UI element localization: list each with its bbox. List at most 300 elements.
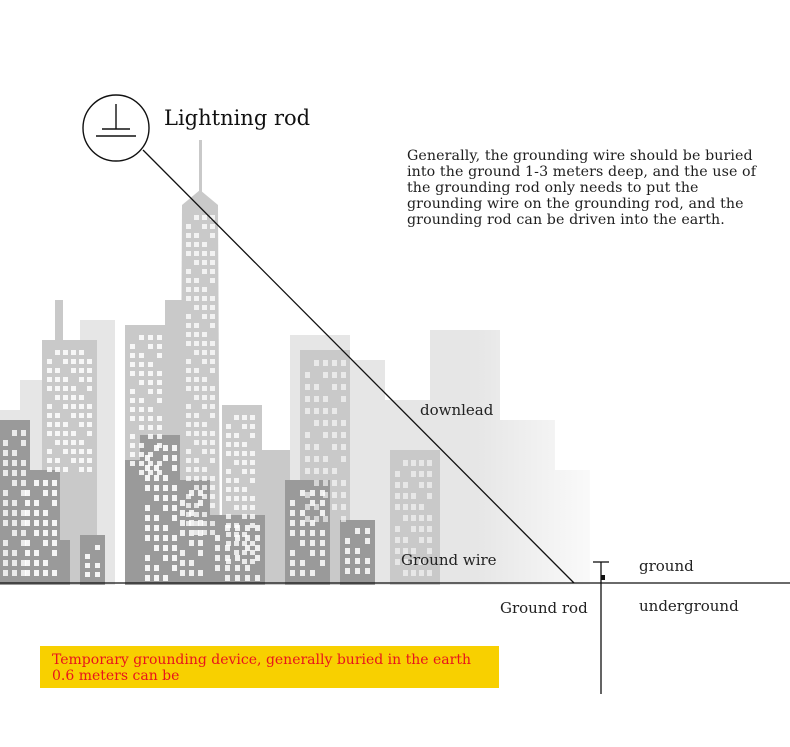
window: [71, 350, 76, 355]
window: [34, 530, 39, 536]
window: [21, 440, 26, 446]
window: [157, 416, 162, 421]
window: [52, 500, 57, 506]
window: [154, 485, 159, 491]
window: [163, 445, 168, 451]
window: [34, 570, 39, 576]
window: [189, 490, 194, 496]
window: [186, 314, 191, 319]
window: [43, 540, 48, 546]
window: [87, 467, 92, 472]
window: [95, 545, 100, 550]
window: [250, 415, 255, 420]
window: [130, 461, 135, 466]
window: [186, 341, 191, 346]
window: [55, 413, 60, 418]
window: [210, 260, 215, 265]
window: [21, 470, 26, 476]
window: [34, 550, 39, 556]
window: [210, 368, 215, 373]
window: [154, 495, 159, 501]
ground-wire-label: Ground wire: [401, 551, 497, 569]
window: [242, 442, 247, 447]
window: [148, 434, 153, 439]
window: [130, 416, 135, 421]
window: [189, 540, 194, 546]
window: [157, 398, 162, 403]
window: [202, 386, 207, 391]
window: [202, 359, 207, 364]
window: [210, 485, 215, 490]
window: [130, 362, 135, 367]
window: [198, 500, 203, 506]
window: [163, 575, 168, 581]
window: [210, 296, 215, 301]
window: [63, 377, 68, 382]
window: [242, 514, 247, 519]
window: [210, 233, 215, 238]
window: [234, 496, 239, 501]
window: [157, 344, 162, 349]
window: [148, 335, 153, 340]
window: [12, 500, 17, 506]
window: [194, 512, 199, 517]
window: [25, 500, 30, 506]
window: [139, 443, 144, 448]
window: [3, 460, 8, 466]
window: [245, 545, 250, 551]
window: [154, 515, 159, 521]
window: [180, 510, 185, 516]
window: [79, 467, 84, 472]
window: [145, 535, 150, 541]
window: [55, 350, 60, 355]
window: [194, 323, 199, 328]
window: [55, 458, 60, 463]
window: [87, 449, 92, 454]
window: [55, 395, 60, 400]
ground-label: ground: [639, 557, 694, 575]
window: [154, 535, 159, 541]
window: [55, 440, 60, 445]
window: [242, 496, 247, 501]
window: [25, 540, 30, 546]
window: [215, 545, 220, 551]
window: [47, 386, 52, 391]
building: [80, 535, 105, 585]
window: [186, 386, 191, 391]
window: [198, 570, 203, 576]
window: [163, 455, 168, 461]
window: [3, 450, 8, 456]
window: [186, 404, 191, 409]
window: [202, 269, 207, 274]
window: [79, 377, 84, 382]
window: [255, 575, 260, 581]
window: [21, 480, 26, 486]
window: [139, 461, 144, 466]
window: [172, 445, 177, 451]
window: [186, 296, 191, 301]
window: [194, 395, 199, 400]
window: [43, 510, 48, 516]
window: [71, 386, 76, 391]
window: [186, 233, 191, 238]
window: [186, 458, 191, 463]
window: [47, 431, 52, 436]
window: [25, 510, 30, 516]
window: [148, 389, 153, 394]
window: [157, 371, 162, 376]
window: [157, 434, 162, 439]
window: [202, 377, 207, 382]
window: [43, 530, 48, 536]
window: [186, 359, 191, 364]
window: [71, 404, 76, 409]
window: [63, 359, 68, 364]
window: [157, 335, 162, 340]
window: [145, 475, 150, 481]
window: [52, 520, 57, 526]
window: [3, 520, 8, 526]
window: [145, 455, 150, 461]
window: [130, 344, 135, 349]
window: [21, 460, 26, 466]
window: [87, 368, 92, 373]
window: [145, 525, 150, 531]
window: [210, 278, 215, 283]
window: [85, 554, 90, 559]
window: [3, 540, 8, 546]
window: [154, 525, 159, 531]
window: [250, 559, 255, 564]
window: [234, 550, 239, 555]
window: [12, 460, 17, 466]
window: [145, 565, 150, 571]
window: [242, 469, 247, 474]
window: [235, 565, 240, 571]
window: [25, 520, 30, 526]
window: [130, 407, 135, 412]
window: [235, 535, 240, 541]
window: [95, 563, 100, 568]
window: [234, 478, 239, 483]
window: [202, 476, 207, 481]
window: [154, 545, 159, 551]
window: [186, 224, 191, 229]
window: [3, 500, 8, 506]
window: [234, 487, 239, 492]
window: [226, 451, 231, 456]
window: [148, 407, 153, 412]
window: [250, 433, 255, 438]
window: [226, 469, 231, 474]
window: [194, 215, 199, 220]
window: [163, 475, 168, 481]
window: [139, 371, 144, 376]
window: [194, 458, 199, 463]
window: [189, 520, 194, 526]
window: [234, 451, 239, 456]
window: [225, 575, 230, 581]
window: [163, 495, 168, 501]
window: [79, 395, 84, 400]
window: [194, 296, 199, 301]
window: [157, 389, 162, 394]
window: [186, 242, 191, 247]
window: [235, 575, 240, 581]
window: [63, 431, 68, 436]
window: [12, 430, 17, 436]
window: [198, 550, 203, 556]
window: [250, 478, 255, 483]
window: [210, 476, 215, 481]
window: [250, 469, 255, 474]
window: [85, 572, 90, 577]
window: [47, 422, 52, 427]
window: [198, 530, 203, 536]
window: [202, 341, 207, 346]
window: [255, 535, 260, 541]
window: [154, 465, 159, 471]
window: [245, 575, 250, 581]
window: [55, 377, 60, 382]
window: [148, 371, 153, 376]
window: [202, 422, 207, 427]
window: [25, 490, 30, 496]
window: [250, 505, 255, 510]
window: [290, 550, 295, 556]
window: [215, 565, 220, 571]
window: [163, 485, 168, 491]
window: [202, 512, 207, 517]
window: [12, 530, 17, 536]
window: [52, 540, 57, 546]
window: [79, 368, 84, 373]
window: [43, 520, 48, 526]
window: [47, 467, 52, 472]
window: [202, 314, 207, 319]
window: [145, 575, 150, 581]
window: [130, 434, 135, 439]
window: [225, 545, 230, 551]
window: [202, 332, 207, 337]
window: [63, 404, 68, 409]
window: [210, 305, 215, 310]
window: [194, 413, 199, 418]
window: [255, 525, 260, 531]
window: [157, 380, 162, 385]
window: [202, 440, 207, 445]
window: [12, 560, 17, 566]
window: [154, 445, 159, 451]
window: [180, 550, 185, 556]
window: [145, 465, 150, 471]
window: [202, 224, 207, 229]
window: [194, 440, 199, 445]
window: [3, 470, 8, 476]
window: [250, 451, 255, 456]
window: [226, 532, 231, 537]
window: [172, 565, 177, 571]
window: [189, 560, 194, 566]
window: [12, 520, 17, 526]
window: [202, 287, 207, 292]
window: [226, 442, 231, 447]
building: [55, 300, 63, 340]
window: [34, 560, 39, 566]
window: [52, 490, 57, 496]
window: [194, 386, 199, 391]
window: [210, 431, 215, 436]
window: [139, 380, 144, 385]
window: [194, 485, 199, 490]
window: [242, 460, 247, 465]
underground-label: underground: [639, 597, 739, 615]
window: [255, 545, 260, 551]
window: [154, 575, 159, 581]
window: [210, 521, 215, 526]
window: [194, 422, 199, 427]
window: [234, 442, 239, 447]
window: [52, 570, 57, 576]
window: [242, 487, 247, 492]
window: [189, 530, 194, 536]
window: [245, 525, 250, 531]
window: [194, 350, 199, 355]
window: [210, 314, 215, 319]
window: [172, 535, 177, 541]
window: [25, 550, 30, 556]
window: [148, 416, 153, 421]
window: [242, 424, 247, 429]
window: [198, 490, 203, 496]
window: [290, 520, 295, 526]
window: [250, 541, 255, 546]
window: [71, 368, 76, 373]
window: [186, 332, 191, 337]
window: [180, 530, 185, 536]
window: [210, 530, 215, 535]
window: [79, 458, 84, 463]
window: [194, 251, 199, 256]
window: [226, 478, 231, 483]
window: [202, 215, 207, 220]
window: [63, 386, 68, 391]
window: [87, 431, 92, 436]
window: [226, 496, 231, 501]
window: [12, 510, 17, 516]
window: [172, 555, 177, 561]
window: [47, 449, 52, 454]
window: [12, 550, 17, 556]
window: [189, 510, 194, 516]
window: [225, 555, 230, 561]
window: [245, 535, 250, 541]
window: [154, 475, 159, 481]
window: [234, 433, 239, 438]
window: [290, 530, 295, 536]
window: [34, 520, 39, 526]
window: [172, 545, 177, 551]
window: [202, 296, 207, 301]
window: [186, 269, 191, 274]
window: [194, 368, 199, 373]
window: [130, 389, 135, 394]
window: [43, 570, 48, 576]
window: [194, 242, 199, 247]
window: [3, 440, 8, 446]
window: [250, 496, 255, 501]
window: [25, 570, 30, 576]
window: [290, 570, 295, 576]
window: [172, 495, 177, 501]
window: [189, 570, 194, 576]
downlead-label: downlead: [420, 401, 494, 419]
window: [63, 350, 68, 355]
window: [210, 458, 215, 463]
window: [186, 368, 191, 373]
window: [194, 332, 199, 337]
window: [130, 452, 135, 457]
window: [210, 386, 215, 391]
window: [87, 386, 92, 391]
window: [186, 449, 191, 454]
window: [154, 565, 159, 571]
window: [3, 560, 8, 566]
window: [157, 353, 162, 358]
window: [87, 413, 92, 418]
window: [163, 525, 168, 531]
window: [210, 359, 215, 364]
window: [79, 422, 84, 427]
window: [43, 490, 48, 496]
window: [194, 278, 199, 283]
grounding-description: Generally, the grounding wire should be buried into the ground 1-3 meters deep, and the use of the grounding rod only needs to put the grounding wire on the grounding rod, and the grounding rod can be driven into the earth.: [407, 148, 757, 228]
window: [186, 323, 191, 328]
window: [139, 425, 144, 430]
window: [52, 530, 57, 536]
window: [148, 380, 153, 385]
window: [245, 565, 250, 571]
window: [194, 287, 199, 292]
window: [139, 362, 144, 367]
window: [194, 305, 199, 310]
window: [85, 563, 90, 568]
window: [12, 470, 17, 476]
window: [242, 505, 247, 510]
window: [234, 541, 239, 546]
window: [180, 500, 185, 506]
window: [215, 535, 220, 541]
window: [186, 431, 191, 436]
window: [87, 377, 92, 382]
window: [34, 500, 39, 506]
window: [71, 449, 76, 454]
window: [145, 485, 150, 491]
window: [210, 323, 215, 328]
window: [3, 490, 8, 496]
window: [63, 395, 68, 400]
window: [180, 520, 185, 526]
window: [202, 251, 207, 256]
window: [250, 460, 255, 465]
window: [63, 422, 68, 427]
window: [255, 555, 260, 561]
window: [172, 455, 177, 461]
window: [194, 377, 199, 382]
window: [87, 422, 92, 427]
